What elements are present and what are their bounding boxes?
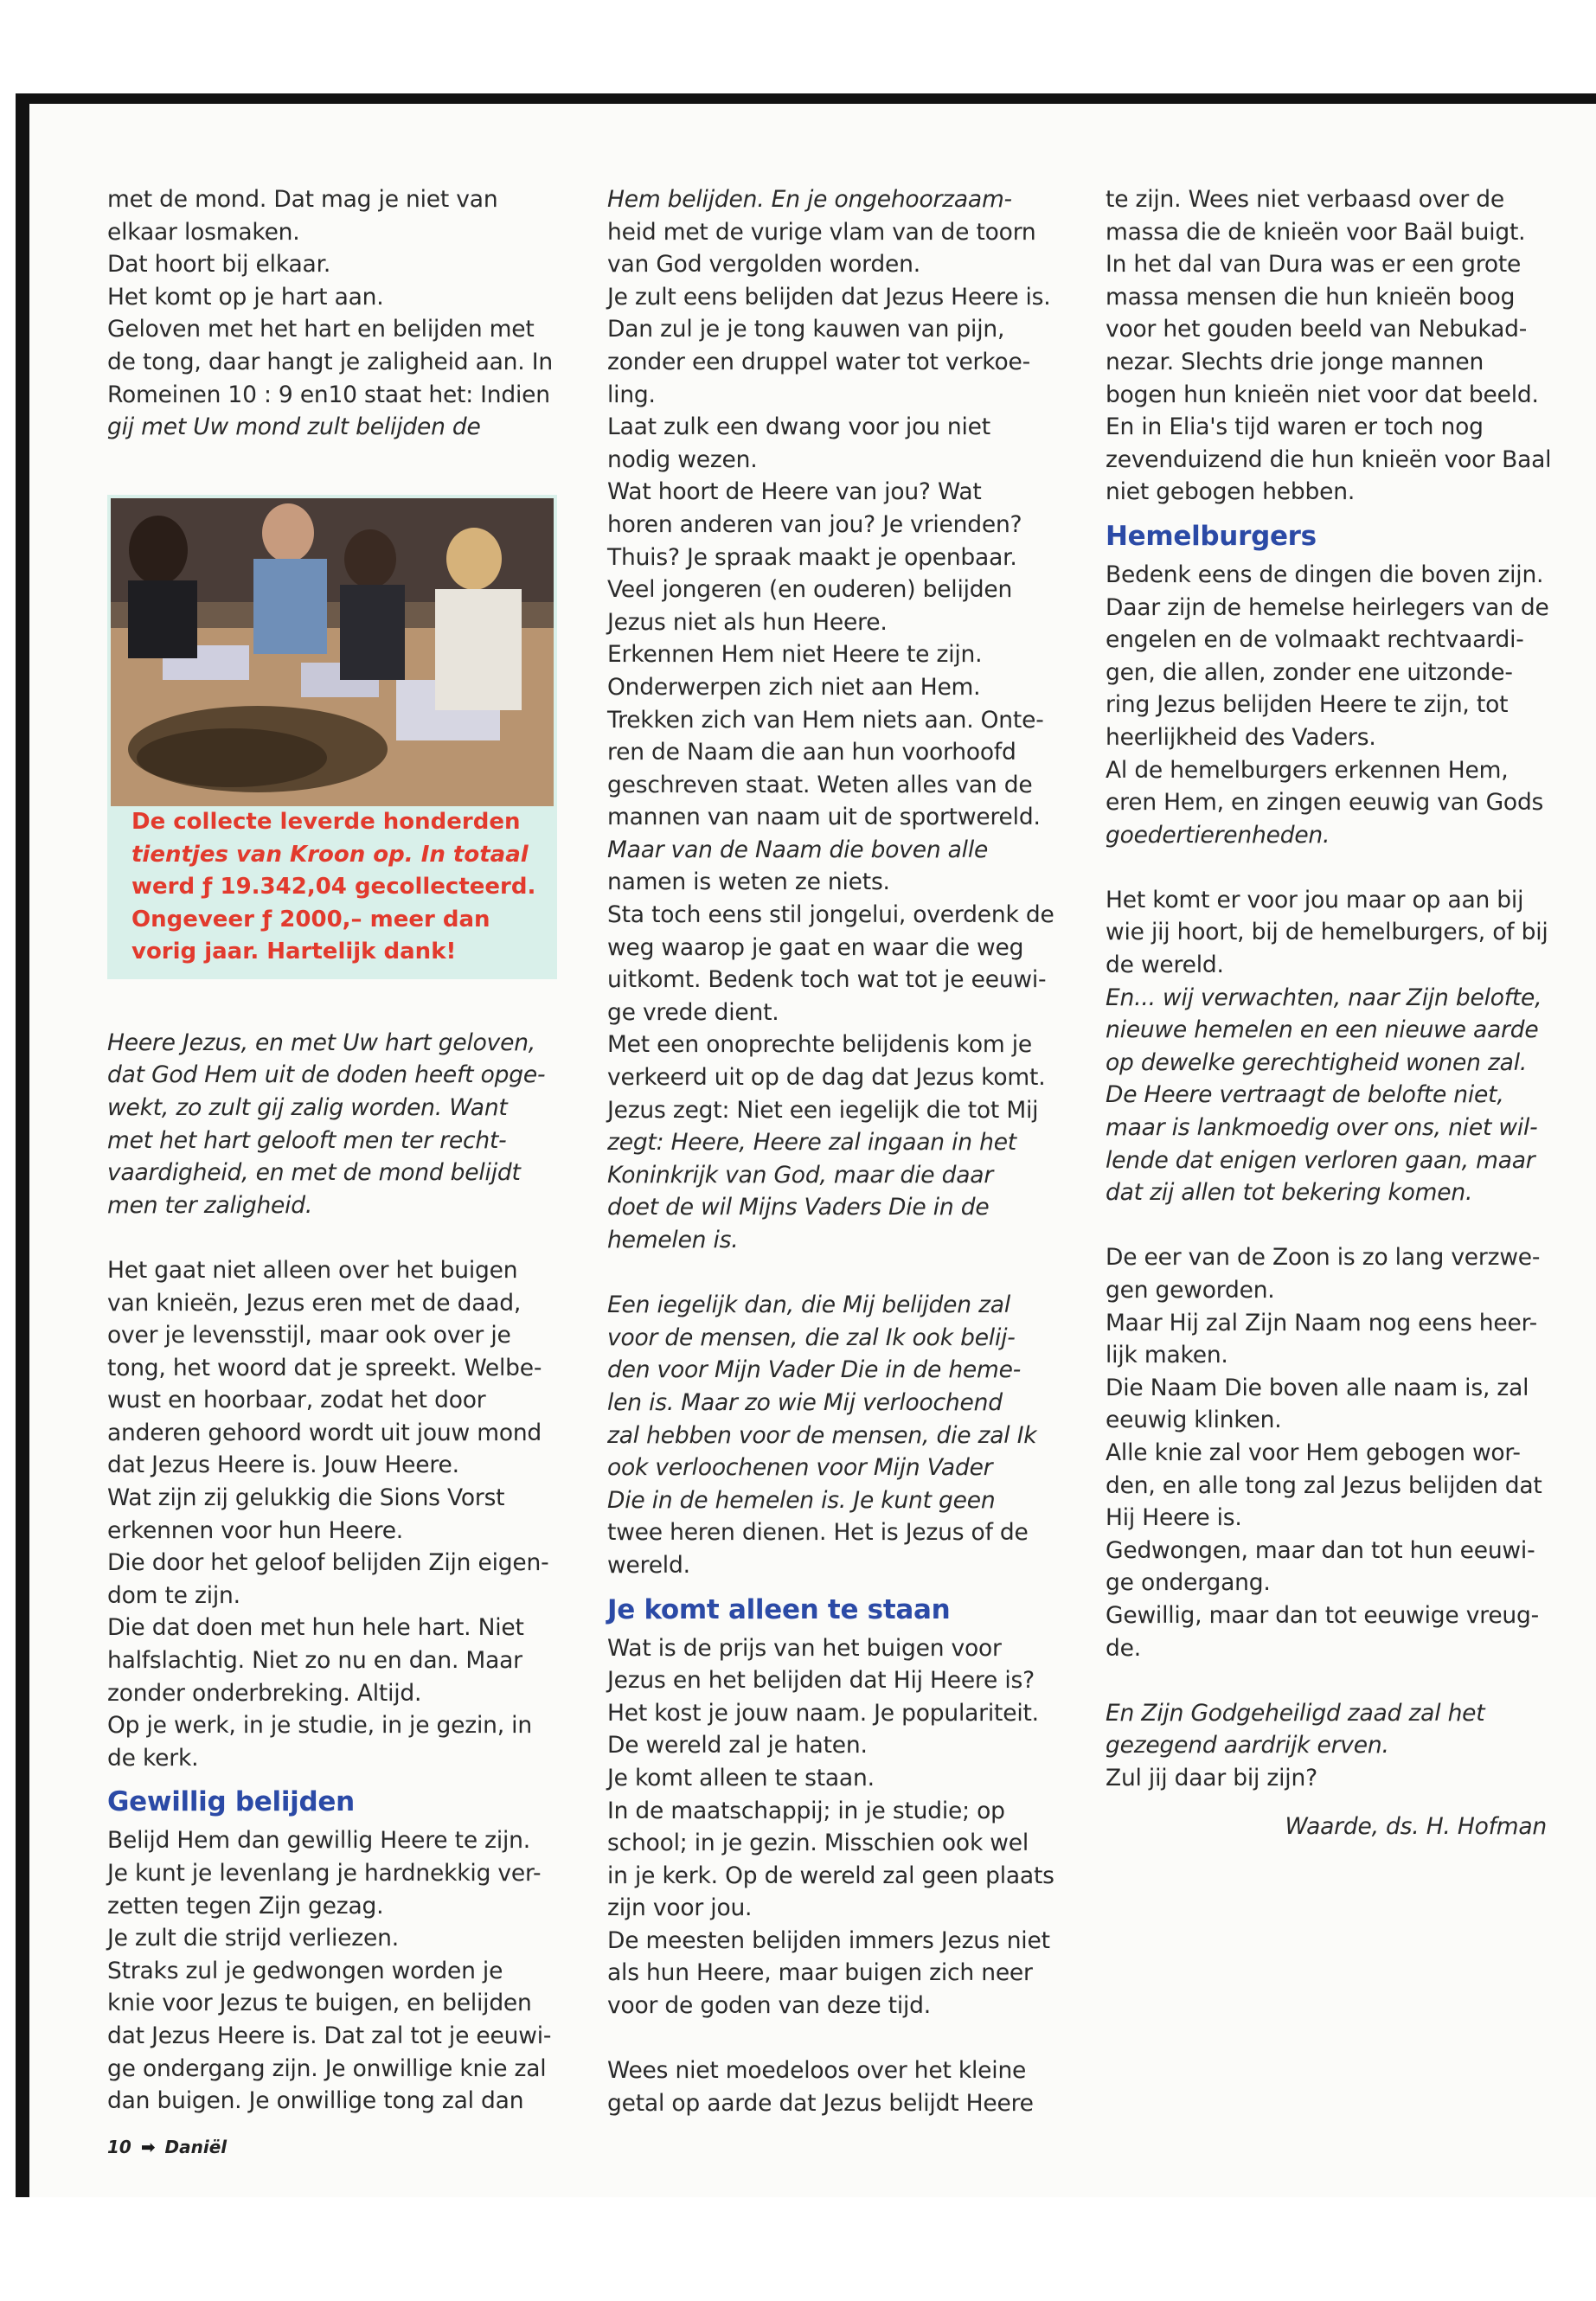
text-line: met het hart gelooft men ter recht- [107,1126,507,1154]
text-line: getal op aarde dat Jezus belijdt Heere [607,2089,1034,2117]
text-line: len is. Maar zo wie Mij verloochend [607,1388,1003,1416]
text-line: En... wij verwachten, naar Zijn belofte, [1106,984,1542,1011]
text-line: zegt: Heere, Heere zal ingaan in het [607,1129,1016,1157]
text-line: horen anderen van jou? Je vrienden? [607,510,1022,538]
text-line: maar is lankmoedig over ons, niet wil- [1106,1114,1538,1142]
col2-end [607,2054,1066,2119]
col1-intro [107,183,566,444]
text-line: zijn voor jou. [607,1894,753,1922]
col3-wereld [1106,884,1555,1209]
text-line: gen geworden. [1106,1277,1275,1304]
text-line: Maar Hij zal Zijn Naam nog eens heer- [1106,1309,1537,1336]
col1-body [107,1254,566,1775]
text-line: Die in de hemelen is. Je kunt geen [607,1486,996,1514]
text-line: hemelen is. [607,1227,739,1253]
text-line: Koninkrijk van God, maar die daar [607,1161,994,1189]
text-line: Gewillig, maar dan tot eeuwige vreug- [1106,1601,1540,1629]
text-line: Al de hemelburgers erkennen Hem, [1106,756,1509,784]
text-line: voor het gouden beeld van Nebukad- [1106,316,1528,343]
text-line: de wereld. [1106,952,1224,979]
text-line: De meesten belijden immers Jezus niet [607,1926,1050,1954]
col3-intro [1106,183,1555,509]
top-black-rule [16,93,1596,104]
text-line: Onderwerpen zich niet aan Hem. [607,673,981,701]
text-line: eren Hem, en zingen eeuwig van Gods [1106,789,1544,817]
text-line: Je kunt je levenlang je hardnekkig ver- [107,1860,542,1887]
text-line: Dan zul je je tong kauwen van pijn, [607,316,1005,343]
text-line: Wat is de prijs van het buigen voor [607,1634,1002,1662]
caption-line: De collecte leverde honderden [131,809,521,835]
text-line: Veel jongeren (en ouderen) belijden [607,576,1013,604]
text-line: In het dal van Dura was er een grote [1106,251,1522,279]
text-line: Belijd Hem dan gewillig Heere te zijn. [107,1827,531,1855]
magazine-name: Daniël [164,2137,228,2157]
text-line: mannen van naam uit de sportwereld. [607,804,1041,831]
text-line: Romeinen 10 : 9 en10 staat het: Indien [107,381,550,408]
text-line: Hem belijden. En je ongehoorzaam- [607,186,1012,213]
top-margin [0,0,1596,97]
text-line: Die dat doen met hun hele hart. Niet [107,1614,524,1642]
text-line: wekt, zo zult gij zalig worden. Want [107,1093,508,1121]
text-line: geschreven staat. Weten alles van de [607,771,1033,798]
caption-line: Ongeveer ƒ 2000,– meer dan [131,906,490,933]
page-footer [107,2137,227,2157]
col3-zoon [1106,1241,1555,1664]
text-line: Maar van de Naam die boven alle [607,836,989,863]
photo-caption-box [107,495,557,979]
text-line: Straks zul je gedwongen worden je [107,1957,503,1984]
spacer [1106,1209,1555,1242]
text-line: dom te zijn. [107,1581,240,1609]
text-line: school; in je gezin. Misschien ook wel [607,1830,1029,1857]
text-line: Het kost je jouw naam. Je populariteit. [607,1699,1039,1727]
text-line: ook verloochenen voor Mijn Vader [607,1454,993,1482]
text-line: Het komt er voor jou maar op aan bij [1106,886,1524,913]
text-line: elkaar losmaken. [107,218,300,246]
text-line: Met een onoprechte belijdenis kom je [607,1031,1032,1059]
left-black-rule [16,95,29,2197]
text-line: van knieën, Jezus eren met de daad, [107,1289,522,1317]
text-line: Gedwongen, maar dan tot hun eeuwi- [1106,1536,1535,1564]
text-line: Die door het geloof belijden Zijn eigen- [107,1549,549,1577]
text-line: nodig wezen. [607,445,758,473]
text-line: eeuwig klinken. [1106,1407,1282,1434]
text-line: Hij Heere is. [1106,1504,1242,1532]
author-signature: Waarde, ds. H. Hofman [1285,1812,1547,1840]
text-line: bogen hun knieën niet voor dat beeld. [1106,381,1539,408]
text-line: uitkomt. Bedenk toch wat tot je eeuwi- [607,966,1047,994]
text-line: ge vrede dient. [607,998,779,1026]
text-line: wereld. [607,1551,690,1579]
collection-photo [111,498,554,806]
text-line: zal hebben voor de mensen, die zal Ik [607,1421,1037,1449]
photo-caption [131,806,547,969]
text-line: zetten tegen Zijn gezag. [107,1892,384,1920]
text-line: nezar. Slechts drie jonge mannen [1106,348,1484,375]
section-heading-hemelburgers: Hemelburgers [1106,520,1317,552]
text-line: dat God Hem uit de doden heeft opge- [107,1061,546,1089]
text-line: Een iegelijk dan, die Mij belijden zal [607,1292,1011,1319]
text-line: dat Jezus Heere is. Dat zal tot je eeuwi- [107,2022,552,2049]
text-line: namen is weten ze niets. [607,868,890,896]
text-line: Erkennen Hem niet Heere te zijn. [607,641,983,669]
text-line: nieuwe hemelen en een nieuwe aarde [1106,1016,1539,1044]
text-line: En in Elia's tijd waren er toch nog [1106,413,1484,441]
text-line: verkeerd uit op de dag dat Jezus komt. [607,1064,1046,1092]
spacer [607,1257,1066,1290]
text-line: twee heren dienen. Het is Jezus of de [607,1519,1029,1547]
text-line: ge ondergang zijn. Je onwillige knie zal [107,2054,547,2082]
text-line: Wat zijn zij gelukkig die Sions Vorst [107,1484,505,1512]
text-line: Jezus zegt: Niet een iegelijk die tot Mij [607,1096,1039,1124]
text-line: De Heere vertraagt de belofte niet, [1106,1081,1504,1109]
text-line: doet de wil Mijns Vaders Die in de [607,1194,990,1221]
text-line: Heere Jezus, en met Uw hart geloven, [107,1029,536,1056]
text-line: erkennen voor hun Heere. [107,1516,404,1544]
text-line: wust en hoorbaar, zodat het door [107,1387,486,1414]
text-line: Zul jij daar bij zijn? [1106,1764,1317,1791]
text-line: Het gaat niet alleen over het buigen [107,1256,518,1284]
caption-line: vorig jaar. Hartelijk dank! [131,939,457,965]
spacer [1106,1795,1555,1811]
text-line: gezegend aardrijk erven. [1106,1732,1389,1759]
col1-gewillig [107,1824,566,2117]
text-line: En Zijn Godgeheiligd zaad zal het [1106,1699,1485,1727]
text-line: Op je werk, in je studie, in je gezin, in [107,1712,532,1740]
text-line: van God vergolden worden. [607,251,920,279]
text-line: in je kerk. Op de wereld zal geen plaats [607,1862,1054,1889]
text-line: Alle knie zal voor Hem gebogen wor- [1106,1439,1521,1466]
text-line: niet gebogen hebben. [1106,478,1356,506]
column-1 [107,183,566,2118]
text-line: Sta toch eens stil jongelui, overdenk de [607,901,1054,929]
text-line: heid met de vurige vlam van de toorn [607,218,1036,246]
text-line: op dewelke gerechtigheid wonen zal. [1106,1048,1528,1076]
text-line: Thuis? Je spraak maakt je openbaar. [607,543,1017,571]
text-line: voor de mensen, die zal Ik ook belij- [607,1324,1016,1351]
caption-line: werd ƒ 19.342,04 gecollecteerd. [131,874,536,901]
text-line: weg waarop je gaat en waar die weg [607,933,1024,961]
caption-line: tientjes van Kroon op. In totaal [131,841,529,868]
section-heading-je-komt-alleen-te-staan: Je komt alleen te staan [607,1593,951,1625]
text-line: zonder onderbreking. Altijd. [107,1679,422,1707]
text-line: ling. [607,381,656,408]
col3-hemelburgers [1106,559,1555,851]
text-line: dan buigen. Je onwillige tong zal dan [107,2087,524,2115]
column-3 [1106,183,1555,1843]
text-line: lijk maken. [1106,1342,1228,1369]
text-line: engelen en de volmaakt rechtvaardi- [1106,626,1524,654]
text-line: Jezus niet als hun Heere. [607,608,888,636]
text-line: de tong, daar hangt je zaligheid aan. In [107,348,553,375]
text-line: als hun Heere, maar buigen zich neer [607,1959,1033,1987]
text-line: lende dat enigen verloren gaan, maar [1106,1146,1535,1174]
spacer [1106,1664,1555,1697]
text-line: de. [1106,1634,1141,1662]
text-line: dat Jezus Heere is. Jouw Heere. [107,1452,459,1479]
text-line: den, en alle tong zal Jezus belijden dat [1106,1471,1542,1499]
text-line: De eer van de Zoon is zo lang verzwe- [1106,1244,1541,1272]
text-line: De wereld zal je haten. [607,1732,868,1759]
text-line: te zijn. Wees niet verbaasd over de [1106,186,1505,213]
text-line: Het komt op je hart aan. [107,283,384,311]
col3-slot [1106,1697,1555,1795]
spacer [107,1221,566,1254]
text-line: den voor Mijn Vader Die in de heme- [607,1356,1022,1384]
text-line: men ter zaligheid. [107,1191,313,1219]
text-line: Je zult die strijd verliezen. [107,1925,399,1952]
col1-quote [107,1027,566,1222]
text-line: Laat zulk een dwang voor jou niet [607,413,990,441]
text-line: Jezus en het belijden dat Hij Heere is? [607,1667,1035,1695]
text-line: tong, het woord dat je spreekt. Welbe- [107,1354,542,1381]
text-line: zevenduizend die hun knieën voor Baal [1106,445,1552,473]
text-line: de kerk. [107,1744,199,1772]
text-line: over je levensstijl, maar ook over je [107,1322,511,1349]
spacer [1106,851,1555,884]
arrow-icon: ➡ [140,2137,156,2157]
page-number: 10 [107,2137,131,2157]
text-line: Geloven met het hart en belijden met [107,316,535,343]
text-line: Wees niet moedeloos over het kleine [607,2057,1027,2085]
text-line: Bedenk eens de dingen die boven zijn. [1106,561,1544,588]
bottom-margin [0,2197,1596,2301]
column-2 [607,183,1066,2119]
text-line: Daar zijn de hemelse heirlegers van de [1106,593,1549,621]
col2-intro [607,183,1066,1257]
text-line: dat zij allen tot bekering komen. [1106,1179,1473,1207]
text-line: gen, die allen, zonder ene uitzonde- [1106,658,1513,686]
text-line: In de maatschappij; in je studie; op [607,1797,1005,1824]
text-line: ren de Naam die aan hun voorhoofd [607,739,1016,766]
text-line: Trekken zich van Hem niets aan. Onte- [607,706,1044,734]
text-line: goedertierenheden. [1106,821,1330,849]
text-line: knie voor Jezus te buigen, en belijden [107,1990,532,2017]
spacer [607,2022,1066,2055]
text-line: Je zult eens belijden dat Jezus Heere is. [607,283,1051,311]
text-line: heerlijkheid des Vaders. [1106,723,1376,751]
col2-alleen [607,1632,1066,2022]
text-line: met de mond. Dat mag je niet van [107,186,498,213]
text-line: ge ondergang. [1106,1569,1271,1597]
text-line: halfslachtig. Niet zo nu en dan. Maar [107,1647,522,1675]
text-line: wie jij hoort, bij de hemelburgers, of bij [1106,919,1548,946]
text-line: gij met Uw mond zult belijden de [107,413,481,441]
text-line: Wat hoort de Heere van jou? Wat [607,478,982,506]
text-line: Je komt alleen te staan. [607,1764,875,1791]
text-line: massa mensen die hun knieën boog [1106,283,1516,311]
text-line: voor de goden van deze tijd. [607,1992,932,2020]
text-line: Die Naam Die boven alle naam is, zal [1106,1374,1529,1401]
text-line: ring Jezus belijden Heere te zijn, tot [1106,691,1509,719]
text-line: zonder een druppel water tot verkoe- [607,348,1030,375]
section-heading-gewillig-belijden: Gewillig belijden [107,1786,355,1818]
text-line: Dat hoort bij elkaar. [107,251,331,279]
text-line: massa die de knieën voor Baäl buigt. [1106,218,1526,246]
text-line: anderen gehoord wordt uit jouw mond [107,1419,542,1446]
text-line: vaardigheid, en met de mond belijdt [107,1159,521,1187]
col2-quote [607,1289,1066,1581]
